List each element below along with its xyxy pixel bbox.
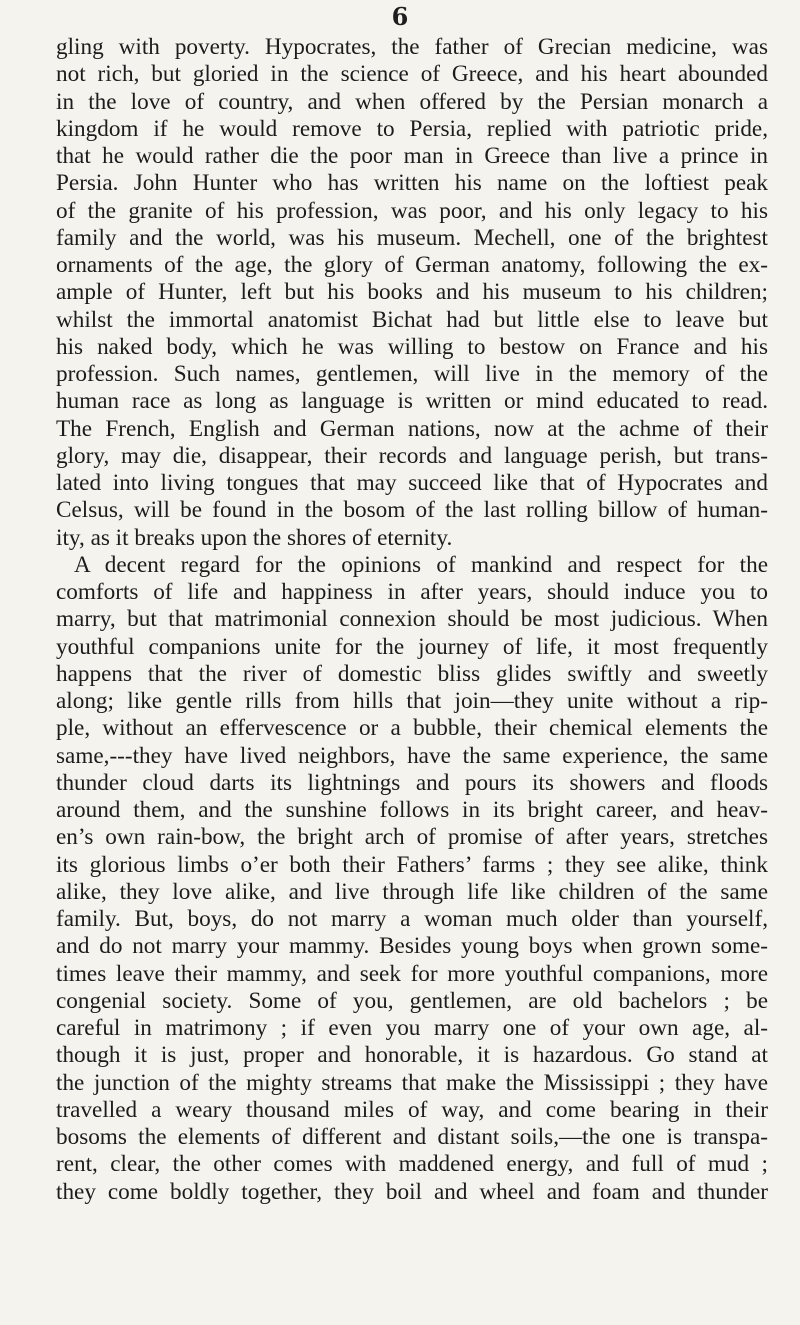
text-line: human race as long as language is written or mind educated to read. (56, 388, 768, 415)
text-line: lated into living tongues that may succeed like that of Hypocrates and (56, 470, 768, 496)
text-line: comforts of life and happiness in after years, should induce you to (56, 579, 768, 605)
text-line: congenial society. Some of you, gentlemen, are old bachelors ; be (56, 987, 768, 1014)
text-line: thunder cloud darts its lightnings and pours its showers and floods (56, 769, 768, 796)
text-line: family. But, boys, do not marry a woman much older than yourself, (56, 906, 768, 932)
text-line: the junction of the mighty streams that make the Mississippi ; they have (56, 1069, 768, 1096)
text-line: and do not marry your mammy. Besides young boys when grown some- (56, 933, 768, 960)
text-line: ornaments of the age, the glory of German anatomy, following the ex- (56, 252, 768, 278)
text-line: ample of Hunter, left but his books and his museum to his children; (56, 279, 768, 306)
text-line: times leave their mammy, and seek for more youthful companions, more (56, 960, 768, 987)
text-line: family and the world, was his museum. Mechell, one of the brightest (56, 224, 768, 251)
text-line: ple, without an effervescence or a bubble, their chemical elements the (56, 715, 768, 742)
text-line: rent, clear, the other comes with maddened energy, and full of mud ; (56, 1151, 768, 1178)
text-line: not rich, but gloried in the science of Greece, and his heart abounded (56, 61, 768, 88)
text-line: Persia. John Hunter who has written his name on the loftiest peak (56, 170, 768, 197)
text-line: profession. Such names, gentlemen, will live in the memory of the (56, 361, 768, 387)
text-line: The French, English and German nations, now at the achme of their (56, 415, 768, 442)
text-line: A decent regard for the opinions of mankind and respect for the (74, 551, 768, 578)
text-line: along; like gentle rills from hills that join—they unite without a rip- (56, 688, 768, 714)
text-line: en’s own rain-bow, the bright arch of promise of after years, stretches (56, 824, 768, 851)
text-line: though it is just, proper and honorable, it is hazardous. Go stand at (56, 1042, 768, 1069)
page-number: 6 (391, 2, 409, 31)
text-line: around them, and the sunshine follows in its bright career, and heav- (56, 797, 768, 823)
text-line: youthful companions unite for the journey of life, it most frequently (56, 633, 768, 660)
text-line: that he would rather die the poor man in Greece than live a prince in (56, 143, 768, 169)
text-line: of the granite of his profession, was poor, and his only legacy to his (56, 197, 768, 224)
text-line: Celsus, will be found in the bosom of the last rolling billow of human- (56, 497, 768, 524)
text-line: travelled a weary thousand miles of way, and come bearing in their (56, 1096, 768, 1123)
text-line: bosoms the elements of different and distant soils,—the one is transpa- (56, 1124, 768, 1150)
text-line: same,---they have lived neighbors, have the same experience, the same (56, 742, 768, 769)
text-line: marry, but that matrimonial connexion should be most judicious. When (56, 606, 768, 633)
text-line: happens that the river of domestic bliss glides swiftly and sweetly (56, 660, 768, 687)
text-line: gling with poverty. Hypocrates, the father of Grecian medicine, was (56, 34, 768, 60)
text-line: his naked body, which he was willing to bestow on France and his (56, 333, 768, 360)
text-line: alike, they love alike, and live through life like children of the same (56, 878, 768, 905)
text-line: ity, as it breaks upon the shores of eternity. (56, 524, 453, 551)
text-line: they come boldly together, they boil and wheel and foam and thunder (56, 1178, 768, 1205)
body-text (56, 34, 768, 1206)
text-line: kingdom if he would remove to Persia, replied with patriotic pride, (56, 115, 768, 142)
text-line: whilst the immortal anatomist Bichat had but little else to leave but (56, 306, 768, 333)
text-line: its glorious limbs o’er both their Fathers’ farms ; they see alike, think (56, 851, 768, 878)
text-line: glory, may die, disappear, their records and language perish, but trans- (56, 442, 768, 469)
text-line: in the love of country, and when offered by the Persian monarch a (56, 88, 768, 115)
text-line: careful in matrimony ; if even you marry one of your own age, al- (56, 1015, 768, 1041)
